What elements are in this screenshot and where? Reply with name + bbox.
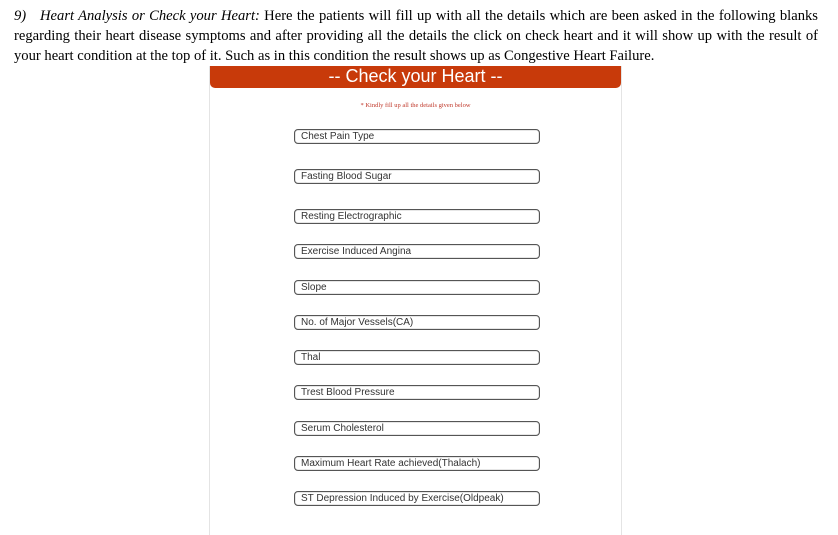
slope-field[interactable] xyxy=(294,280,540,295)
major-vessels-field[interactable] xyxy=(294,315,540,330)
st-depression-field[interactable] xyxy=(294,491,540,506)
item-number: 9) xyxy=(14,8,27,24)
paragraph-text: Here the patients will fill up with all the details which are been asked in the following blanks regarding their heart disease symptoms and after providing all the details the click on check heart and it will show up with the result of your heart condition at the top of it. Such as in this condition the result shows up as Congestive Heart Failure. xyxy=(14,8,818,64)
check-heart-form xyxy=(209,66,622,535)
paragraph-lead: Heart Analysis or Check your Heart: xyxy=(40,8,260,24)
form-note: * Kindly fill up all the details given below xyxy=(360,102,471,109)
document-paragraph xyxy=(14,6,818,66)
chest-pain-type-field[interactable] xyxy=(294,129,540,144)
max-heart-rate-field[interactable] xyxy=(294,456,540,471)
thal-field[interactable] xyxy=(294,350,540,365)
form-title: -- Check your Heart -- xyxy=(210,66,621,88)
serum-cholesterol-field[interactable] xyxy=(294,421,540,436)
fasting-blood-sugar-field[interactable] xyxy=(294,169,540,184)
exercise-induced-angina-field[interactable] xyxy=(294,244,540,259)
trest-blood-pressure-field[interactable] xyxy=(294,385,540,400)
resting-electrographic-field[interactable] xyxy=(294,209,540,224)
